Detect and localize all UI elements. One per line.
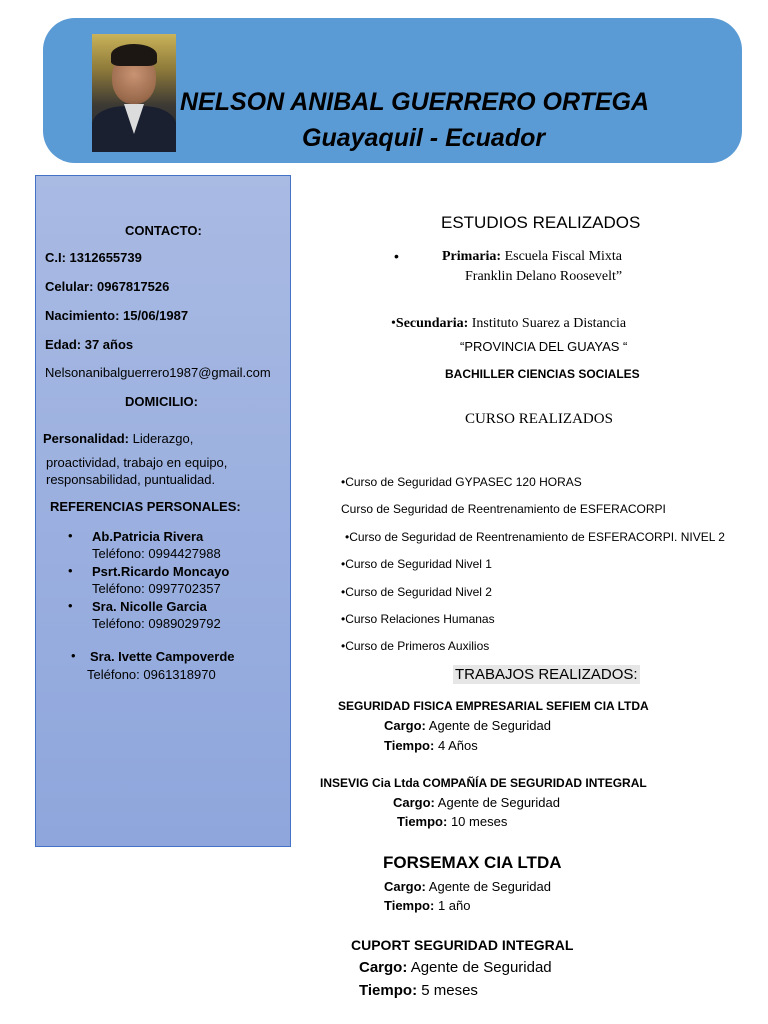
tiempo-label: Tiempo:	[384, 738, 435, 753]
ref-name: Sra. Ivette Campoverde	[90, 649, 235, 664]
primaria-label: Primaria:	[442, 249, 502, 264]
person-name: NELSON ANIBAL GUERRERO ORTEGA	[180, 88, 650, 116]
profile-photo	[92, 34, 176, 152]
job-company: SEGURIDAD FISICA EMPRESARIAL SEFIEM CIA LTDA	[338, 699, 649, 713]
domicilio-title: DOMICILIO:	[125, 394, 198, 409]
ref-name: Ab.Patricia Rivera	[92, 529, 204, 544]
curso-item: Curso de Seguridad de Reentrenamiento de ESFERACORPI	[341, 502, 666, 516]
job-tiempo: 10 meses	[450, 814, 508, 829]
ref-name: Psrt.Ricardo Moncayo	[92, 564, 230, 579]
curso-item: •Curso Relaciones Humanas	[341, 612, 495, 626]
job-tiempo: 1 año	[437, 898, 471, 913]
photo-hair-shape	[111, 44, 157, 66]
personalidad-label: Personalidad:	[43, 431, 129, 446]
job-cargo: Agente de Seguridad	[428, 879, 551, 894]
job-company: INSEVIG Cia Ltda COMPAÑÍA DE SEGURIDAD INTEGRAL	[320, 776, 647, 790]
tiempo-label: Tiempo:	[359, 982, 418, 999]
job-cargo: Agente de Seguridad	[410, 959, 552, 976]
job-tiempo: 5 meses	[421, 982, 478, 999]
bullet-dot: •	[394, 248, 399, 264]
job-company: CUPORT SEGURIDAD INTEGRAL	[351, 937, 574, 953]
job-tiempo: 4 Años	[437, 738, 478, 753]
secundaria-value: Instituto Suarez a Distancia	[471, 316, 627, 331]
cargo-label: Cargo:	[359, 959, 408, 976]
personalidad-line3: responsabilidad, puntualidad.	[46, 472, 216, 487]
secundaria-label: Secundaria:	[395, 316, 469, 331]
cargo-label: Cargo:	[384, 718, 426, 733]
job-cargo: Agente de Seguridad	[428, 718, 551, 733]
bullet-dot: •	[71, 648, 76, 663]
curso-item: •Curso de Seguridad Nivel 2	[341, 585, 492, 599]
curso-item: •Curso de Seguridad GYPASEC 120 HORAS	[341, 475, 582, 489]
trabajos-title: TRABAJOS REALIZADOS:	[455, 666, 638, 683]
secundaria-value-2: “PROVINCIA DEL GUAYAS “	[460, 339, 628, 354]
contacto-title: CONTACTO:	[125, 223, 202, 238]
job-cargo: Agente de Seguridad	[437, 795, 560, 810]
referencias-title: REFERENCIAS PERSONALES:	[50, 499, 241, 514]
bullet-dot: •	[68, 528, 73, 543]
celular-text: Celular: 0967817526	[45, 279, 170, 294]
ref-name: Sra. Nicolle Garcia	[92, 599, 207, 614]
estudios-title: ESTUDIOS REALIZADOS	[441, 213, 641, 232]
ref-phone: Teléfono: 0994427988	[92, 546, 221, 561]
tiempo-label: Tiempo:	[397, 814, 448, 829]
ci-text: C.I: 1312655739	[45, 250, 142, 265]
cargo-label: Cargo:	[384, 879, 426, 894]
tiempo-label: Tiempo:	[384, 898, 435, 913]
bachiller-text: BACHILLER CIENCIAS SOCIALES	[445, 367, 640, 381]
curso-item: •Curso de Seguridad de Reentrenamiento de ESFERACORPI. NIVEL 2	[345, 530, 725, 544]
ref-phone: Teléfono: 0997702357	[92, 581, 221, 596]
personalidad-line2: proactividad, trabajo en equipo,	[46, 455, 228, 470]
edad-text: Edad: 37 años	[45, 337, 134, 352]
ref-phone: Teléfono: 0989029792	[92, 616, 221, 631]
nacimiento-text: Nacimiento: 15/06/1987	[45, 308, 189, 323]
ref-phone: Teléfono: 0961318970	[87, 667, 216, 682]
cargo-label: Cargo:	[393, 795, 435, 810]
curso-item: •Curso de Seguridad Nivel 1	[341, 557, 492, 571]
curso-item: •Curso de Primeros Auxilios	[341, 639, 490, 653]
email-text: Nelsonanibalguerrero1987@gmail.com	[45, 365, 271, 380]
bullet-dot: •	[391, 316, 396, 331]
cursos-title: CURSO REALIZADOS	[465, 411, 613, 427]
person-city: Guayaquil - Ecuador	[302, 124, 546, 152]
bullet-dot: •	[68, 563, 73, 578]
job-company: FORSEMAX CIA LTDA	[383, 853, 562, 872]
bullet-dot: •	[68, 598, 73, 613]
personalidad-value: Liderazgo,	[132, 431, 194, 446]
primaria-value-2: Franklin Delano Roosevelt”	[465, 269, 623, 284]
primaria-value: Escuela Fiscal Mixta	[504, 249, 623, 264]
